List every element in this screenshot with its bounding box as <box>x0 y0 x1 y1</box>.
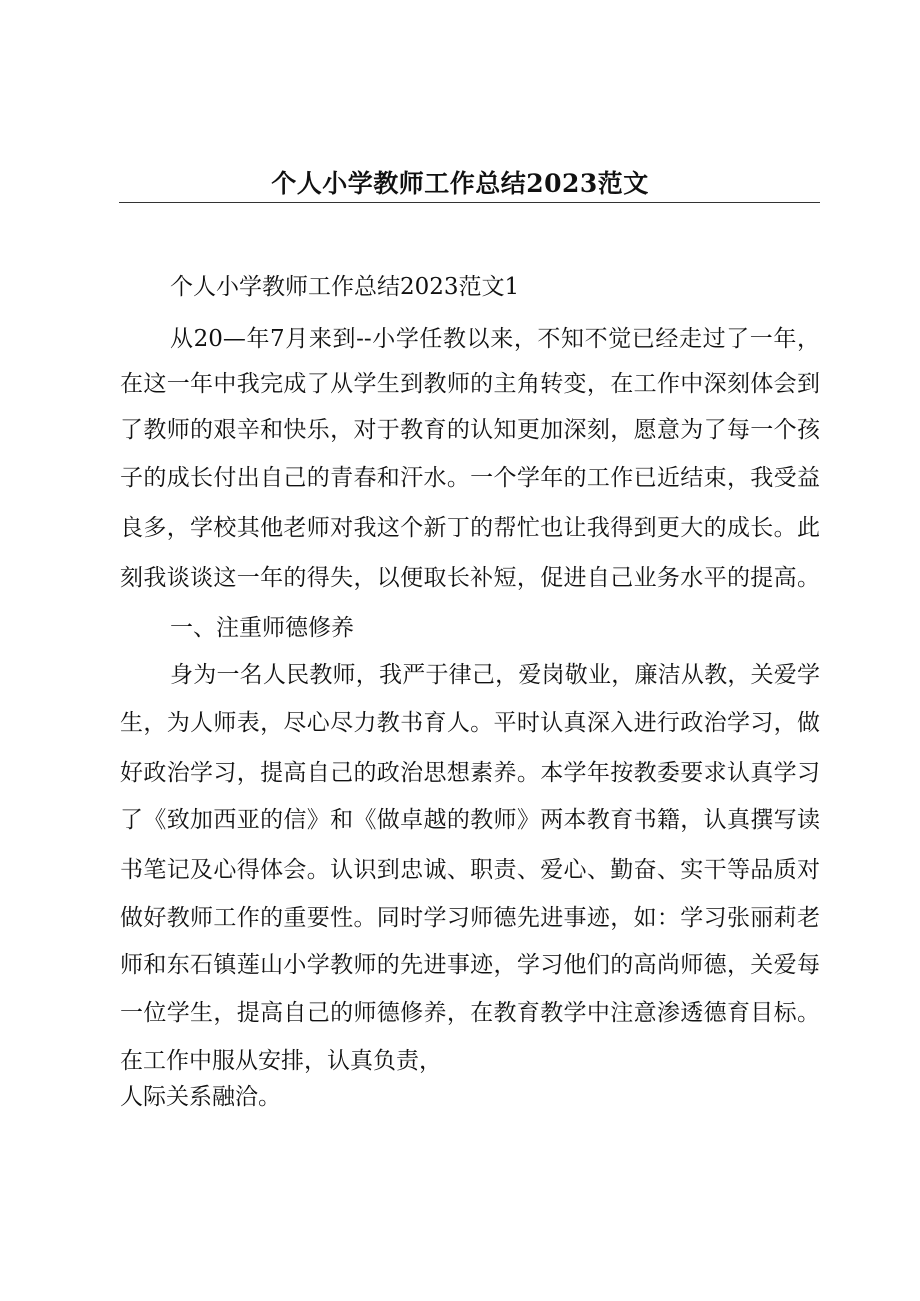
paragraph1-line: 从20—年7月来到--小学任教以来，不知不觉已经走过了一年， <box>170 326 820 352</box>
paragraph2-line: 了《致加西亚的信》和《做卓越的教师》两本教育书籍，认真撰写读 <box>120 807 820 833</box>
title-underline <box>119 202 820 203</box>
paragraph2-line: 身为一名人民教师，我严于律己，爱岗敬业，廉洁从教，关爱学 <box>170 662 820 688</box>
paragraph2-line: 做好教师工作的重要性。同时学习师德先进事迹，如：学习张丽莉老 <box>120 905 820 931</box>
paragraph1-line: 了教师的艰辛和快乐，对于教育的认知更加深刻，愿意为了每一个孩 <box>120 417 820 443</box>
page-title: 个人小学教师工作总结2023范文 <box>271 169 649 198</box>
section-heading: 个人小学教师工作总结2023范文1 <box>170 274 520 300</box>
paragraph2-line: 师和东石镇莲山小学教师的先进事迹，学习他们的高尚师德，关爱每 <box>120 952 820 978</box>
paragraph1-line: 子的成长付出自己的青春和汗水。一个学年的工作已近结束，我受益 <box>120 465 820 491</box>
paragraph2-line: 人际关系融洽。 <box>120 1084 281 1110</box>
section-heading-1: 一、注重师德修养 <box>170 615 354 641</box>
paragraph2-line: 生，为人师表，尽心尽力教书育人。平时认真深入进行政治学习，做 <box>120 710 820 736</box>
paragraph1-line: 良多，学校其他老师对我这个新丁的帮忙也让我得到更大的成长。此 <box>120 515 820 541</box>
paragraph1-line: 刻我谈谈这一年的得失，以便取长补短，促进自己业务水平的提高。 <box>120 565 820 591</box>
paragraph2-line: 在工作中服从安排，认真负责， <box>120 1048 442 1074</box>
paragraph1-line: 在这一年中我完成了从学生到教师的主角转变，在工作中深刻体会到 <box>120 371 820 397</box>
paragraph2-line: 一位学生，提高自己的师德修养，在教育教学中注意渗透德育目标。 <box>120 1000 820 1026</box>
paragraph2-line: 好政治学习，提高自己的政治思想素养。本学年按教委要求认真学习 <box>120 760 820 786</box>
paragraph2-line: 书笔记及心得体会。认识到忠诚、职责、爱心、勤奋、实干等品质对 <box>120 857 820 883</box>
